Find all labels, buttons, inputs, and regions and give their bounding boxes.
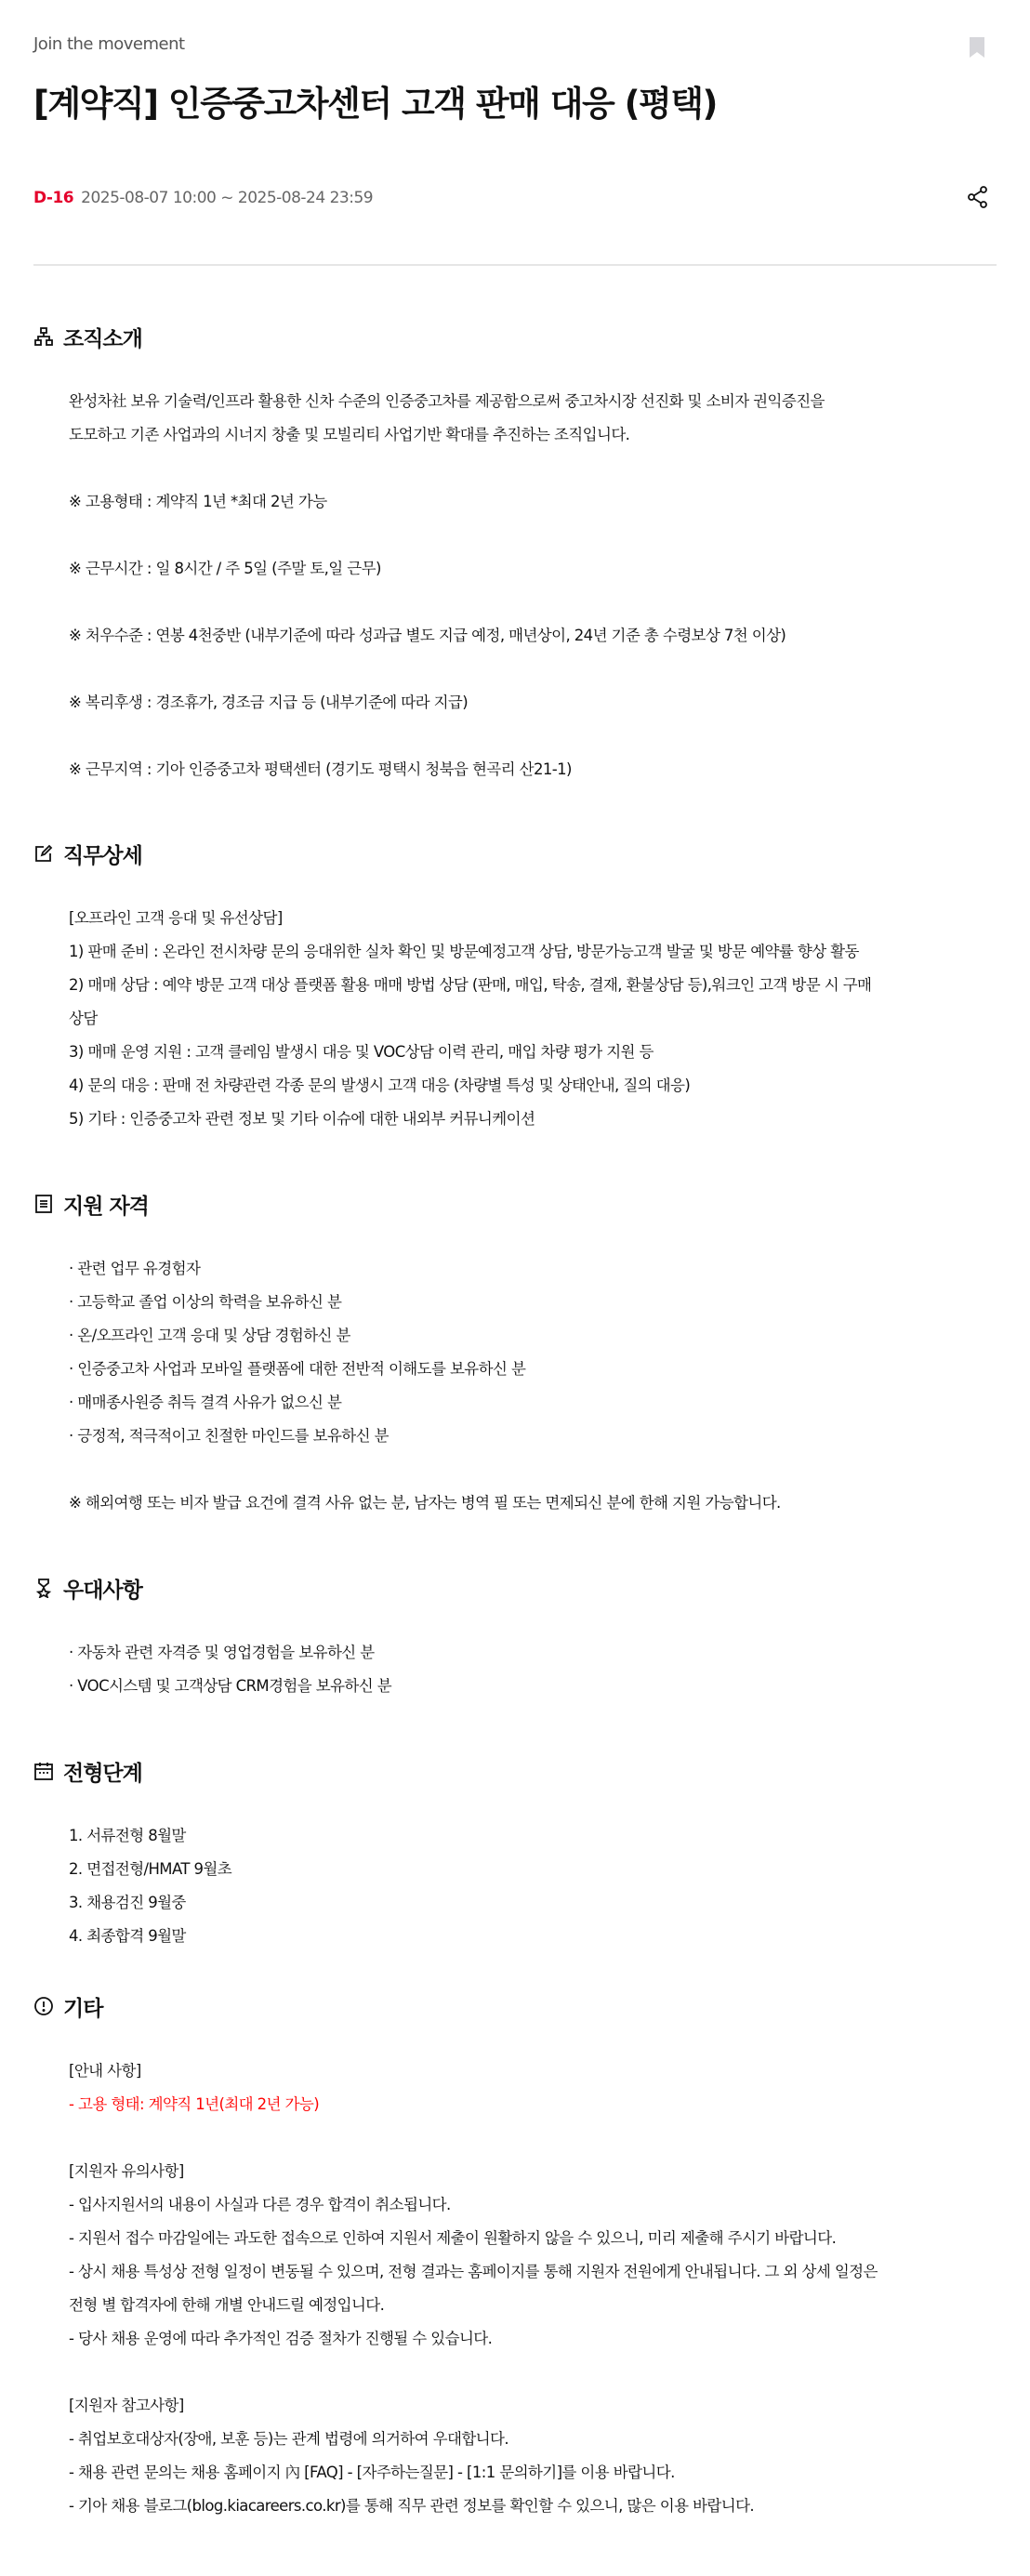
section-title: 우대사항 [63, 1578, 142, 1603]
text-line: - 고용 형태: 계약직 1년(최대 2년 가능) [69, 2095, 320, 2113]
text-line: - 취업보호대상자(장애, 보훈 등)는 관계 법령에 의거하여 우대합니다. [69, 2430, 508, 2448]
section-heading [33, 1188, 997, 1220]
divider [33, 264, 997, 266]
text-line: ※ 근무시간 : 일 8시간 / 주 5일 (주말 토,일 근무) [69, 560, 381, 577]
section-heading [33, 1755, 997, 1787]
blank-line [69, 720, 997, 753]
blank-line [69, 2121, 997, 2155]
section-body [33, 2054, 997, 2523]
text-line: · 관련 업무 유경험자 [69, 1260, 201, 1277]
text-line: - 당사 채용 운영에 따라 추가적인 검증 절차가 진행될 수 있습니다. [69, 2330, 493, 2347]
section-3 [33, 1188, 997, 1520]
section-title: 직무상세 [63, 843, 142, 868]
award-icon [33, 1578, 54, 1598]
section-body [33, 1636, 997, 1703]
section-1 [33, 321, 997, 786]
edit-icon [33, 843, 54, 864]
text-line: 4) 문의 대응 : 판매 전 차량관련 각종 문의 발생시 고객 대응 (차량별 특성 및 상태안내, 질의 대응) [69, 1077, 691, 1094]
section-title: 기타 [63, 1996, 103, 2021]
text-line: [안내 사항] [69, 2062, 141, 2080]
text-line: · 온/오프라인 고객 응대 및 상담 경험하신 분 [69, 1327, 350, 1344]
text-line: - 입사지원서의 내용이 사실과 다른 경우 합격이 취소됩니다. [69, 2196, 451, 2213]
section-body [33, 1252, 997, 1520]
blank-line [69, 653, 997, 686]
text-line: 전형 별 합격자에 한해 개별 안내드릴 예정입니다. [69, 2296, 385, 2314]
section-title: 조직소개 [63, 326, 142, 351]
text-line: [오프라인 고객 응대 및 유선상담] [69, 909, 283, 927]
section-heading [33, 321, 997, 352]
text-line: ※ 근무지역 : 기아 인증중고차 평택센터 (경기도 평택시 청북읍 현곡리 산21-1) [69, 760, 572, 778]
period-text: 2025-08-07 10:00 ~ 2025-08-24 23:59 [81, 189, 374, 207]
blank-line [69, 452, 997, 485]
section-4 [33, 1572, 997, 1703]
text-line: 상담 [69, 1010, 98, 1027]
section-heading [33, 838, 997, 869]
text-line: - 상시 채용 특성상 전형 일정이 변동될 수 있으며, 전형 결과는 홈페이지를 통해 지원자 전원에게 안내됩니다. 그 외 상세 일정은 [69, 2263, 878, 2280]
document-list-icon [33, 1194, 54, 1214]
tagline: Join the movement [33, 34, 185, 54]
text-line: 1. 서류전형 8월말 [69, 1827, 186, 1844]
blank-line [69, 1453, 997, 1486]
text-line: ※ 처우수준 : 연봉 4천중반 (내부기준에 따라 성과급 별도 지급 예정, 매년상이, 24년 기준 총 수령보상 7천 이상) [69, 627, 786, 644]
text-line: · 긍정적, 적극적이고 친절한 마인드를 보유하신 분 [69, 1427, 389, 1445]
text-line: 도모하고 기존 사업과의 시너지 창출 및 모빌리티 사업기반 확대를 추진하는 조직입니다. [69, 426, 630, 443]
section-2 [33, 838, 997, 1136]
section-heading [33, 1990, 997, 2022]
text-line: - 지원서 접수 마감일에는 과도한 접속으로 인하여 지원서 제출이 원활하지 않을 수 있으니, 미리 제출해 주시기 바랍니다. [69, 2229, 837, 2247]
page-title: [계약직] 인증중고차센터 고객 판매 대응 (평택) [33, 84, 717, 124]
section-6 [33, 1990, 997, 2523]
section-5 [33, 1755, 997, 1953]
alert-circle-icon [33, 1996, 54, 2016]
text-line: 2. 면접전형/HMAT 9월초 [69, 1860, 232, 1878]
text-line: [지원자 유의사항] [69, 2162, 184, 2180]
text-line: · 인증중고차 사업과 모바일 플랫폼에 대한 전반적 이해도를 보유하신 분 [69, 1360, 526, 1378]
text-line: · 고등학교 졸업 이상의 학력을 보유하신 분 [69, 1293, 342, 1311]
text-line: 5) 기타 : 인증중고차 관련 정보 및 기타 이슈에 대한 내외부 커뮤니케이션 [69, 1110, 535, 1128]
text-line: 1) 판매 준비 : 온라인 전시차량 문의 응대위한 실차 확인 및 방문예정고객 상담, 방문가능고객 발굴 및 방문 예약률 향상 활동 [69, 943, 859, 960]
section-body [33, 902, 997, 1136]
text-line: [지원자 참고사항] [69, 2397, 184, 2414]
org-chart-icon [33, 326, 54, 347]
text-line: - 채용 관련 문의는 채용 홈페이지 內 [FAQ] - [자주하는질문] - [1:1 문의하기]를 이용 바랍니다. [69, 2464, 675, 2481]
text-line: · 자동차 관련 자격증 및 영업경험을 보유하신 분 [69, 1644, 375, 1661]
text-line: · 매매종사원증 취득 결격 사유가 없으신 분 [69, 1394, 342, 1411]
calendar-icon [33, 1761, 54, 1781]
blank-line [69, 586, 997, 619]
section-body [33, 385, 997, 786]
text-line: ※ 고용형태 : 계약직 1년 *최대 2년 가능 [69, 493, 327, 510]
text-line: 완성차社 보유 기술력/인프라 활용한 신차 수준의 인증중고차를 제공함으로써 중고차시장 선진화 및 소비자 권익증진을 [69, 392, 825, 410]
dday-badge: D-16 [33, 189, 74, 207]
section-title: 지원 자격 [63, 1194, 149, 1219]
section-heading [33, 1572, 997, 1604]
bookmark-icon[interactable] [970, 37, 984, 58]
text-line: 3) 매매 운영 지원 : 고객 클레임 발생시 대응 및 VOC상담 이력 관리, 매입 차량 평가 지원 등 [69, 1043, 654, 1061]
text-line: 4. 최종합격 9월말 [69, 1927, 186, 1945]
blank-line [69, 2356, 997, 2389]
text-line: ※ 해외여행 또는 비자 발급 요건에 결격 사유 없는 분, 남자는 병역 필 또는 면제되신 분에 한해 지원 가능합니다. [69, 1494, 781, 1512]
text-line: 3. 채용검진 9월중 [69, 1894, 186, 1911]
section-body [33, 1819, 997, 1953]
application-period [33, 184, 373, 212]
text-line: · VOC시스템 및 고객상담 CRM경험을 보유하신 분 [69, 1677, 392, 1695]
blank-line [69, 519, 997, 552]
text-line: ※ 복리후생 : 경조휴가, 경조금 지급 등 (내부기준에 따라 지급) [69, 694, 469, 711]
text-line: 2) 매매 상담 : 예약 방문 고객 대상 플랫폼 활용 매매 방법 상담 (판매, 매입, 탁송, 결재, 환불상담 등),워크인 고객 방문 시 구매 [69, 976, 872, 994]
text-line: - 기아 채용 블로그(blog.kiacareers.co.kr)를 통해 직무 관련 정보를 확인할 수 있으니, 많은 이용 바랍니다. [69, 2497, 755, 2515]
share-icon[interactable] [965, 184, 991, 210]
section-title: 전형단계 [63, 1761, 142, 1786]
